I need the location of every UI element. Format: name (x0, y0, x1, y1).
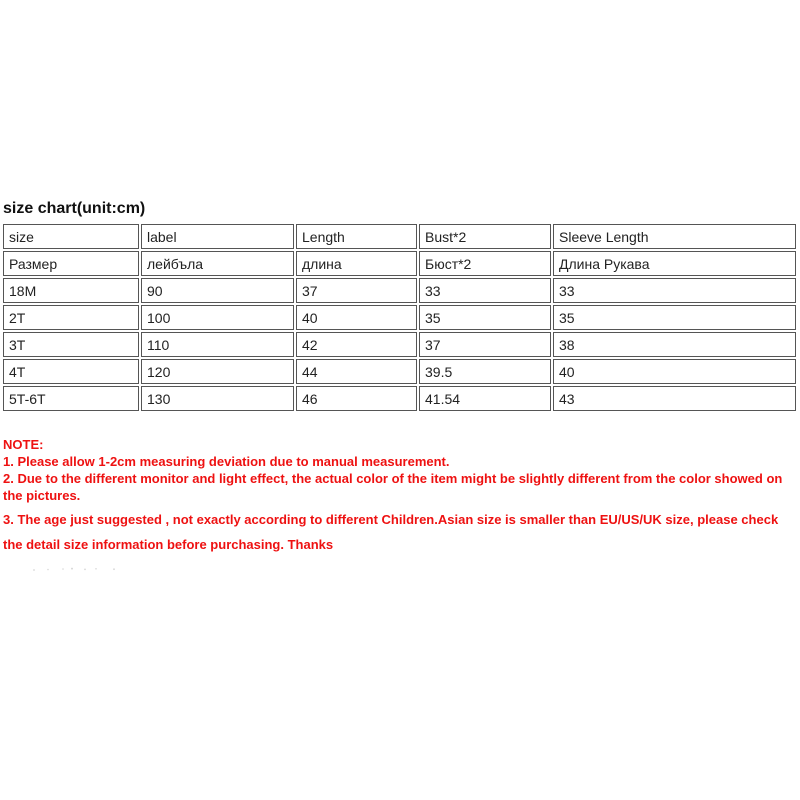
sleeve-length-cell: 40 (553, 359, 796, 384)
header-cell-label-ru: лейбъла (141, 251, 294, 276)
label-cell: 120 (141, 359, 294, 384)
table-row (3, 305, 796, 330)
header-cell-size: size (3, 224, 139, 249)
bust-cell: 41.54 (419, 386, 551, 411)
bust-cell: 35 (419, 305, 551, 330)
length-cell: 40 (296, 305, 417, 330)
length-cell: 46 (296, 386, 417, 411)
length-cell: 37 (296, 278, 417, 303)
label-cell: 100 (141, 305, 294, 330)
header-cell-size-ru: Размер (3, 251, 139, 276)
note-item-2: 2. Due to the different monitor and light effect, the actual color of the item might be slightly different from the color showed on the pictures. (3, 471, 783, 503)
faint-smudge-decoration (30, 566, 120, 572)
size-cell: 2T (3, 305, 139, 330)
header-cell-length: Length (296, 224, 417, 249)
header-cell-bust-ru: Бюст*2 (419, 251, 551, 276)
sleeve-length-cell: 43 (553, 386, 796, 411)
size-cell: 5T-6T (3, 386, 139, 411)
header-cell-sleeve-length-ru: Длина Рукава (553, 251, 796, 276)
header-cell-bust: Bust*2 (419, 224, 551, 249)
label-cell: 110 (141, 332, 294, 357)
size-cell: 3T (3, 332, 139, 357)
header-cell-length-ru: длина (296, 251, 417, 276)
header-cell-sleeve-length: Sleeve Length (553, 224, 796, 249)
page-title: size chart(unit:cm) (3, 200, 146, 217)
sleeve-length-cell: 38 (553, 332, 796, 357)
table-row (3, 386, 796, 411)
table-row (3, 332, 796, 357)
bust-cell: 33 (419, 278, 551, 303)
label-cell: 130 (141, 386, 294, 411)
size-cell: 18M (3, 278, 139, 303)
table-row (3, 278, 796, 303)
size-table-body (3, 224, 796, 411)
table-row-header-en (3, 224, 796, 249)
note-item-1: 1. Please allow 1-2cm measuring deviation due to manual measurement. (3, 454, 450, 469)
note-item-3: 3. The age just suggested , not exactly according to different Children.Asian size is smaller than EU/US/UK size, please check the detail size information before purchasing. Thanks (3, 512, 779, 552)
table-row (3, 359, 796, 384)
label-cell: 90 (141, 278, 294, 303)
bust-cell: 39.5 (419, 359, 551, 384)
size-table (1, 222, 798, 413)
sleeve-length-cell: 35 (553, 305, 796, 330)
bust-cell: 37 (419, 332, 551, 357)
length-cell: 44 (296, 359, 417, 384)
length-cell: 42 (296, 332, 417, 357)
table-row-header-ru (3, 251, 796, 276)
size-cell: 4T (3, 359, 139, 384)
sleeve-length-cell: 33 (553, 278, 796, 303)
notes-section (3, 436, 793, 557)
header-cell-label: label (141, 224, 294, 249)
notes-heading: NOTE: (3, 437, 44, 452)
